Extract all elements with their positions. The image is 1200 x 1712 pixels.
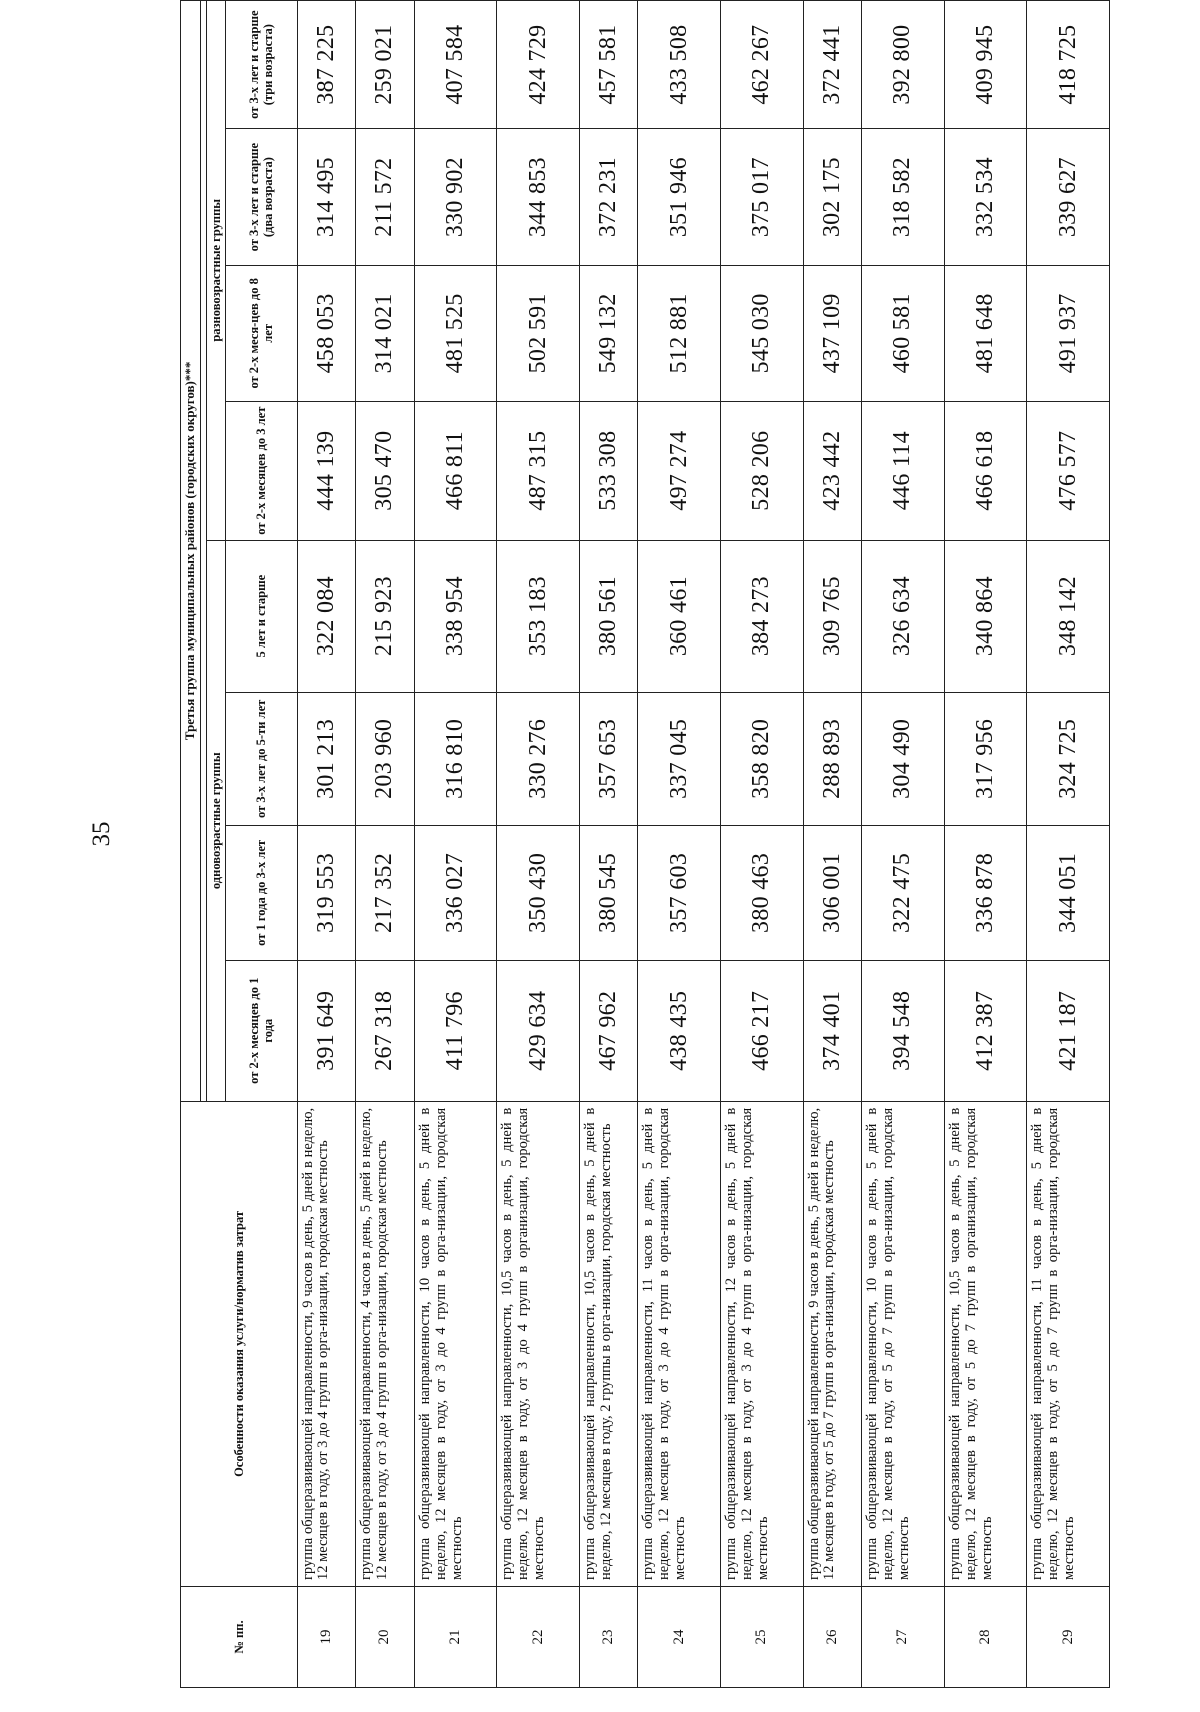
table-row xyxy=(297,1,356,1688)
table-row xyxy=(862,1,945,1688)
row-value: 481 648 xyxy=(944,266,1027,402)
row-description: группа общеразвивающей направленности, 10 часов в день, 5 дней в неделю, 12 месяцев в году, от 3 до 4 групп в орга-низации, городская местность xyxy=(414,1101,497,1586)
row-value: 304 490 xyxy=(862,692,945,826)
table-row xyxy=(720,1,803,1688)
header-same-age: одновозрастные группы xyxy=(206,540,225,1101)
row-value: 203 960 xyxy=(356,692,415,826)
row-value: 305 470 xyxy=(356,401,415,540)
row-description: группа общеразвивающей направленности, 12 часов в день, 5 дней в неделю, 12 месяцев в году, от 3 до 4 групп в орга-низации, городская местность xyxy=(720,1101,803,1586)
row-value: 360 461 xyxy=(638,540,721,692)
row-value: 330 902 xyxy=(414,129,497,266)
row-number: 22 xyxy=(497,1587,580,1688)
row-description: группа общеразвивающей направленности, 10,5 часов в день, 5 дней в неделю, 12 месяцев в году, 2 группы в орга-низации, городская местность xyxy=(579,1101,638,1586)
row-value: 545 030 xyxy=(720,266,803,402)
row-description: группа общеразвивающей направленности, 10,5 часов в день, 5 дней в неделю, 12 месяцев в году, от 3 до 4 групп в организации, городская местность xyxy=(497,1101,580,1586)
row-value: 301 213 xyxy=(297,692,356,826)
row-value: 314 495 xyxy=(297,129,356,266)
row-value: 380 561 xyxy=(579,540,638,692)
row-value: 322 084 xyxy=(297,540,356,692)
row-description: группа общеразвивающей направленности, 4 часов в день, 5 дней в неделю, 12 месяцев в году, от 3 до 4 групп в орга-низации, городская местность xyxy=(356,1101,415,1586)
header-num: № пп. xyxy=(181,1587,298,1688)
row-value: 350 430 xyxy=(497,826,580,961)
row-value: 384 273 xyxy=(720,540,803,692)
row-value: 460 581 xyxy=(862,266,945,402)
row-value: 344 853 xyxy=(497,129,580,266)
table-row xyxy=(944,1,1027,1688)
row-description: группа общеразвивающей направленности, 9 часов в день, 5 дней в неделю, 12 месяцев в году, от 5 до 7 групп в орга-низации, городская местность xyxy=(803,1101,862,1586)
row-number: 29 xyxy=(1027,1587,1110,1688)
row-value: 372 231 xyxy=(579,129,638,266)
row-value: 407 584 xyxy=(414,1,497,129)
row-description: группа общеразвивающей направленности, 11 часов в день, 5 дней в неделю, 12 месяцев в году, от 5 до 7 групп в орга-низации, городская местность xyxy=(1027,1101,1110,1586)
table-row xyxy=(803,1,862,1688)
row-description: группа общеразвивающей направленности, 9 часов в день, 5 дней в неделю, 12 месяцев в году, от 3 до 4 групп в орга-низации, городская местность xyxy=(297,1101,356,1586)
table-row xyxy=(638,1,721,1688)
row-value: 374 401 xyxy=(803,960,862,1101)
row-number: 20 xyxy=(356,1587,415,1688)
row-value: 391 649 xyxy=(297,960,356,1101)
row-value: 466 811 xyxy=(414,401,497,540)
row-value: 421 187 xyxy=(1027,960,1110,1101)
row-value: 326 634 xyxy=(862,540,945,692)
row-value: 319 553 xyxy=(297,826,356,961)
row-value: 351 946 xyxy=(638,129,721,266)
row-value: 358 820 xyxy=(720,692,803,826)
column-header: от 2-х меся-цев до 8 лет xyxy=(225,266,297,402)
row-value: 476 577 xyxy=(1027,401,1110,540)
row-value: 314 021 xyxy=(356,266,415,402)
table-row xyxy=(414,1,497,1688)
row-value: 375 017 xyxy=(720,129,803,266)
row-value: 423 442 xyxy=(803,401,862,540)
header-mixed-age: разновозрастные группы xyxy=(206,1,225,541)
row-value: 424 729 xyxy=(497,1,580,129)
row-value: 330 276 xyxy=(497,692,580,826)
row-value: 458 053 xyxy=(297,266,356,402)
row-value: 446 114 xyxy=(862,401,945,540)
table-row xyxy=(1027,1,1110,1688)
column-header: от 2-х месяцев до 1 года xyxy=(225,960,297,1101)
row-description: группа общеразвивающей направленности, 11 часов в день, 5 дней в неделю, 12 месяцев в году, от 3 до 4 групп в орга-низации, городская местность xyxy=(638,1101,721,1586)
header-description: Особенности оказания услуги/норматив затрат xyxy=(181,1101,298,1586)
row-value: 348 142 xyxy=(1027,540,1110,692)
row-value: 211 572 xyxy=(356,129,415,266)
row-value: 462 267 xyxy=(720,1,803,129)
row-value: 429 634 xyxy=(497,960,580,1101)
row-value: 418 725 xyxy=(1027,1,1110,129)
row-value: 302 175 xyxy=(803,129,862,266)
row-value: 502 591 xyxy=(497,266,580,402)
column-header: от 3-х лет и старше (два возраста) xyxy=(225,129,297,266)
row-value: 318 582 xyxy=(862,129,945,266)
row-value: 466 217 xyxy=(720,960,803,1101)
column-header: от 2-х месяцев до 3 лет xyxy=(225,401,297,540)
row-value: 497 274 xyxy=(638,401,721,540)
row-value: 306 001 xyxy=(803,826,862,961)
row-value: 336 027 xyxy=(414,826,497,961)
column-header: от 3-х лет до 5-ти лет xyxy=(225,692,297,826)
row-number: 21 xyxy=(414,1587,497,1688)
row-value: 259 021 xyxy=(356,1,415,129)
row-number: 25 xyxy=(720,1587,803,1688)
row-value: 217 352 xyxy=(356,826,415,961)
row-value: 481 525 xyxy=(414,266,497,402)
row-value: 533 308 xyxy=(579,401,638,540)
row-value: 412 387 xyxy=(944,960,1027,1101)
row-value: 437 109 xyxy=(803,266,862,402)
row-value: 491 937 xyxy=(1027,266,1110,402)
row-value: 467 962 xyxy=(579,960,638,1101)
row-value: 438 435 xyxy=(638,960,721,1101)
row-value: 466 618 xyxy=(944,401,1027,540)
row-value: 433 508 xyxy=(638,1,721,129)
row-value: 392 800 xyxy=(862,1,945,129)
row-value: 317 956 xyxy=(944,692,1027,826)
row-value: 411 796 xyxy=(414,960,497,1101)
column-header: от 3-х лет и старше (три возраста) xyxy=(225,1,297,129)
page-number: 35 xyxy=(88,821,115,847)
row-value: 336 878 xyxy=(944,826,1027,961)
table-row xyxy=(579,1,638,1688)
row-value: 357 603 xyxy=(638,826,721,961)
row-value: 444 139 xyxy=(297,401,356,540)
row-value: 316 810 xyxy=(414,692,497,826)
row-value: 457 581 xyxy=(579,1,638,129)
row-value: 309 765 xyxy=(803,540,862,692)
row-value: 387 225 xyxy=(297,1,356,129)
rotated-table-container xyxy=(180,0,1110,1688)
row-value: 409 945 xyxy=(944,1,1027,129)
table-row xyxy=(356,1,415,1688)
column-header: от 1 года до 3-х лет xyxy=(225,826,297,961)
table-row xyxy=(497,1,580,1688)
row-value: 487 315 xyxy=(497,401,580,540)
row-number: 28 xyxy=(944,1587,1027,1688)
row-value: 380 463 xyxy=(720,826,803,961)
row-value: 380 545 xyxy=(579,826,638,961)
row-number: 19 xyxy=(297,1587,356,1688)
row-description: группа общеразвивающей направленности, 10,5 часов в день, 5 дней в неделю, 12 месяцев в году, от 5 до 7 групп в организации, городская местность xyxy=(944,1101,1027,1586)
row-value: 512 881 xyxy=(638,266,721,402)
row-number: 26 xyxy=(803,1587,862,1688)
row-value: 337 045 xyxy=(638,692,721,826)
row-description: группа общеразвивающей направленности, 10 часов в день, 5 дней в неделю, 12 месяцев в году, от 5 до 7 групп в орга-низации, городская местность xyxy=(862,1101,945,1586)
row-value: 322 475 xyxy=(862,826,945,961)
column-header: 5 лет и старше xyxy=(225,540,297,692)
row-value: 549 132 xyxy=(579,266,638,402)
row-value: 528 206 xyxy=(720,401,803,540)
row-value: 340 864 xyxy=(944,540,1027,692)
row-value: 353 183 xyxy=(497,540,580,692)
row-number: 27 xyxy=(862,1587,945,1688)
row-value: 267 318 xyxy=(356,960,415,1101)
header-group-title: Третья группа муниципальных районов (городских округов)*** xyxy=(181,1,201,1102)
row-value: 394 548 xyxy=(862,960,945,1101)
row-value: 215 923 xyxy=(356,540,415,692)
row-value: 357 653 xyxy=(579,692,638,826)
row-value: 344 051 xyxy=(1027,826,1110,961)
row-number: 23 xyxy=(579,1587,638,1688)
cost-norms-table xyxy=(180,0,1110,1688)
row-value: 288 893 xyxy=(803,692,862,826)
row-value: 332 534 xyxy=(944,129,1027,266)
row-number: 24 xyxy=(638,1587,721,1688)
row-value: 324 725 xyxy=(1027,692,1110,826)
row-value: 339 627 xyxy=(1027,129,1110,266)
row-value: 372 441 xyxy=(803,1,862,129)
row-value: 338 954 xyxy=(414,540,497,692)
